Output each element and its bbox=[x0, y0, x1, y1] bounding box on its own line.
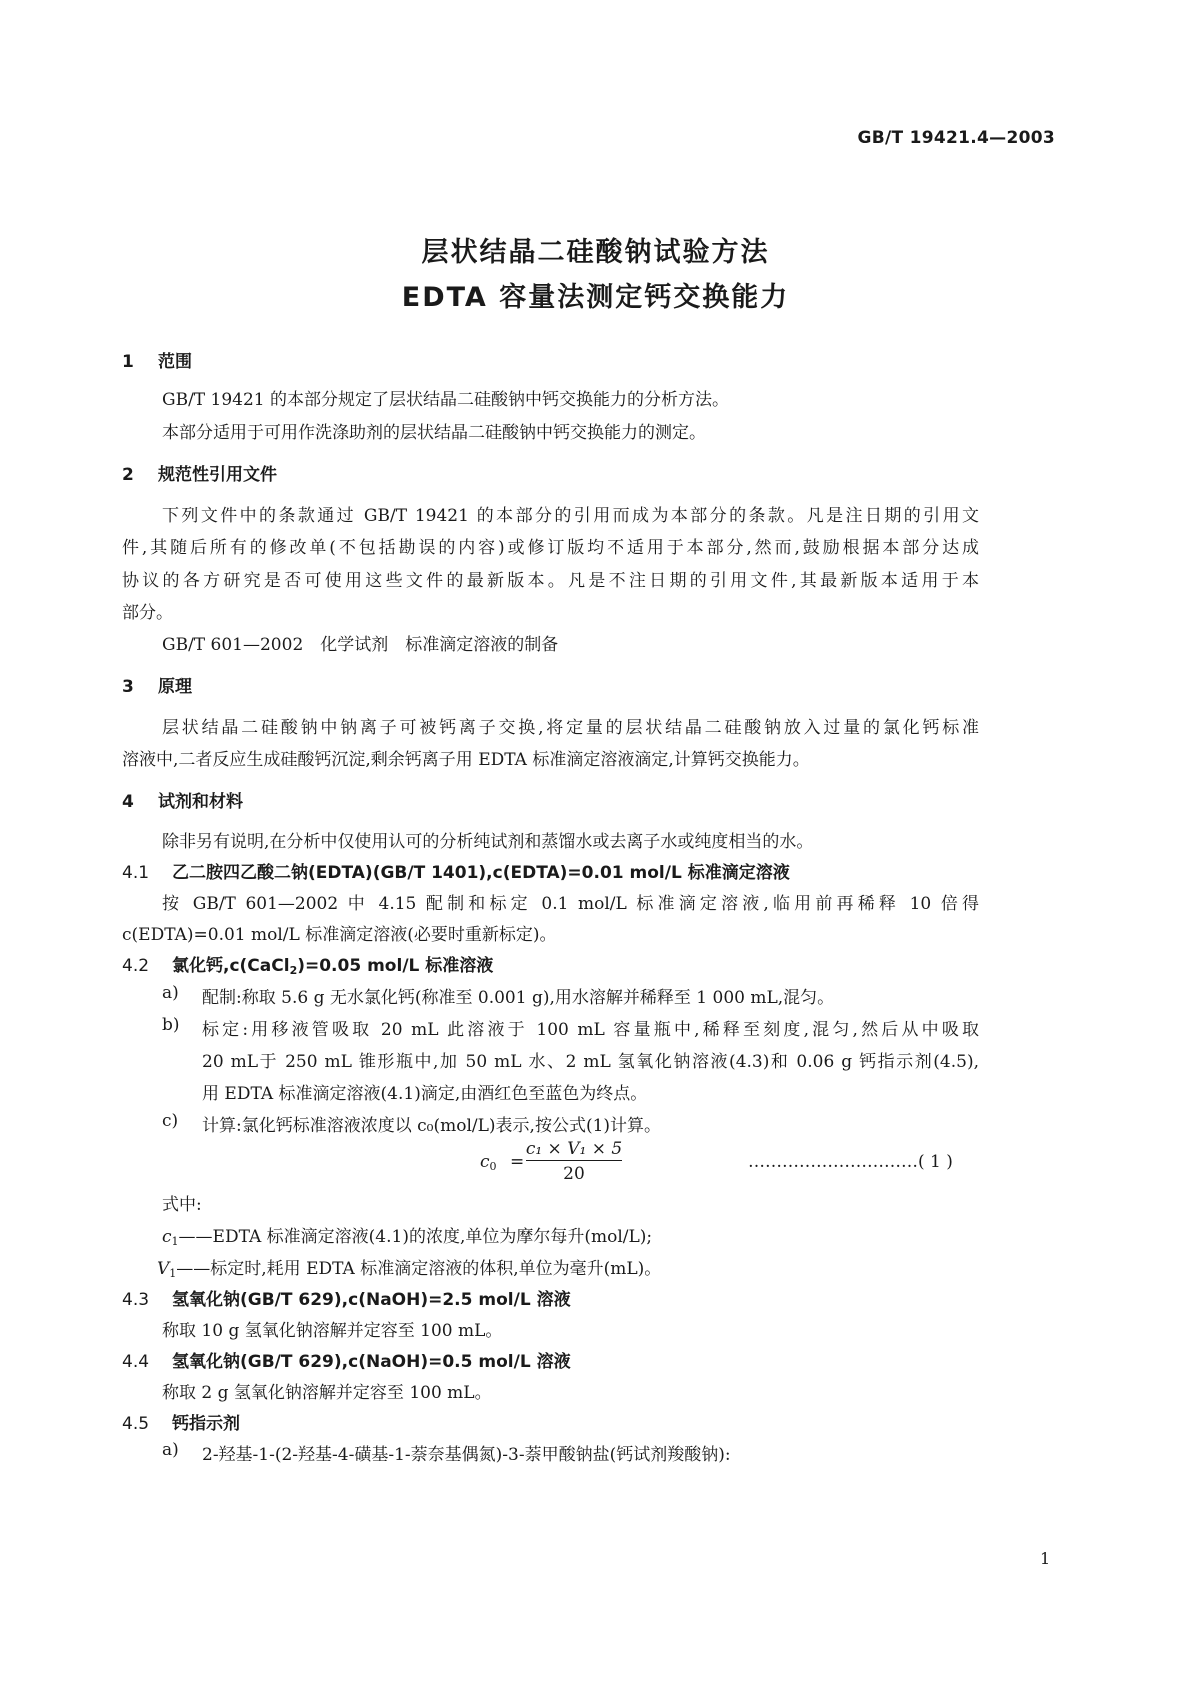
section-title: 试剂和材料 bbox=[158, 792, 243, 812]
subsection-title: 乙二胺四乙酸二钠(EDTA)(GB/T 1401),c(EDTA)=0.01 mol/L 标准滴定溶液 bbox=[172, 863, 790, 883]
subsection-number: 4.5 bbox=[122, 1414, 150, 1434]
variable-symbol: c bbox=[162, 1227, 172, 1247]
subsection-number: 4.3 bbox=[122, 1290, 150, 1310]
variable-description: ——EDTA 标准滴定溶液(4.1)的浓度,单位为摩尔每升(mol/L); bbox=[178, 1227, 653, 1247]
paragraph-line: 部分。 bbox=[122, 603, 173, 623]
subsection-4-1-heading bbox=[122, 858, 790, 883]
formula-denominator: 20 bbox=[563, 1164, 585, 1184]
formula-lhs-symbol: c bbox=[480, 1152, 490, 1172]
list-item-label: a) bbox=[162, 983, 179, 1003]
variable-subscript: 1 bbox=[171, 1235, 179, 1248]
subsection-number: 4.1 bbox=[122, 863, 150, 883]
list-item-text: 标定:用移液管吸取 20 mL 此溶液于 100 mL 容量瓶中,稀释至刻度,混匀,然后从中吸取 bbox=[202, 1020, 979, 1040]
paragraph: 称取 10 g 氢氧化钠溶解并定容至 100 mL。 bbox=[162, 1321, 503, 1341]
subsection-title-part: )=0.05 mol/L 标准溶液 bbox=[297, 956, 494, 976]
formula-equals: = bbox=[509, 1152, 525, 1172]
subsection-4-2-heading bbox=[122, 951, 493, 977]
section-title: 原理 bbox=[158, 677, 192, 697]
subsection-title-part: 氯化钙,c(CaCl bbox=[172, 956, 290, 976]
paragraph-line: 下列文件中的条款通过 GB/T 19421 的本部分的引用而成为本部分的条款。凡是注日期的引用文 bbox=[162, 506, 979, 526]
subsection-4-5-heading bbox=[122, 1409, 240, 1434]
paragraph-line: 协议的各方研究是否可使用这些文件的最新版本。凡是不注日期的引用文件,其最新版本适用于本 bbox=[122, 571, 979, 591]
variable-symbol: V bbox=[157, 1259, 170, 1279]
normative-reference: GB/T 601—2002 化学试剂 标准滴定溶液的制备 bbox=[162, 635, 559, 655]
section-2-heading bbox=[122, 460, 277, 485]
list-item-text: 20 mL于 250 mL 锥形瓶中,加 50 mL 水、2 mL 氢氧化钠溶液(4.3)和 0.06 g 钙指示剂(4.5), bbox=[202, 1052, 979, 1072]
paragraph-line: 件,其随后所有的修改单(不包括勘误的内容)或修订版均不适用于本部分,然而,鼓励根据本部分达成 bbox=[122, 538, 979, 558]
document-title-line1: 层状结晶二硅酸钠试验方法 bbox=[421, 237, 770, 268]
subsection-4-4-heading bbox=[122, 1347, 571, 1372]
list-item-text: 2-羟基-1-(2-羟基-4-磺基-1-萘奈基偶氮)-3-萘甲酸钠盐(钙试剂羧酸钠): bbox=[202, 1445, 731, 1465]
formula-numerator: c₁ × V₁ × 5 bbox=[525, 1139, 623, 1159]
page-number: 1 bbox=[1040, 1549, 1051, 1568]
variable-definition bbox=[157, 1254, 661, 1280]
section-title: 范围 bbox=[158, 352, 192, 372]
paragraph-line: c(EDTA)=0.01 mol/L 标准滴定溶液(必要时重新标定)。 bbox=[122, 925, 557, 945]
paragraph: 本部分适用于可用作洗涤助剂的层状结晶二硅酸钠中钙交换能力的测定。 bbox=[162, 423, 706, 443]
list-item-label: a) bbox=[162, 1440, 179, 1460]
list-item-text: 配制:称取 5.6 g 无水氯化钙(称准至 0.001 g),用水溶解并稀释至 1 000 mL,混匀。 bbox=[202, 988, 835, 1008]
paragraph-line: 层状结晶二硅酸钠中钠离子可被钙离子交换,将定量的层状结晶二硅酸钠放入过量的氯化钙标准 bbox=[162, 718, 979, 738]
section-3-heading bbox=[122, 672, 192, 697]
standard-number: GB/T 19421.4—2003 bbox=[857, 128, 1055, 148]
list-item-label: b) bbox=[162, 1015, 180, 1035]
subsection-title: 钙指示剂 bbox=[172, 1414, 240, 1434]
subsection-number: 4.4 bbox=[122, 1352, 150, 1372]
subsection-title: 氢氧化钠(GB/T 629),c(NaOH)=2.5 mol/L 溶液 bbox=[172, 1290, 571, 1310]
section-number: 2 bbox=[122, 465, 134, 485]
section-4-heading bbox=[122, 787, 243, 812]
section-number: 1 bbox=[122, 352, 134, 372]
paragraph-line: 溶液中,二者反应生成硅酸钙沉淀,剩余钙离子用 EDTA 标准滴定溶液滴定,计算钙交换能力。 bbox=[122, 750, 810, 770]
fraction-bar bbox=[526, 1160, 622, 1161]
paragraph: GB/T 19421 的本部分规定了层状结晶二硅酸钠中钙交换能力的分析方法。 bbox=[162, 390, 730, 410]
list-item-text: 计算:氯化钙标准溶液浓度以 c₀(mol/L)表示,按公式(1)计算。 bbox=[202, 1116, 662, 1136]
section-number: 4 bbox=[122, 792, 134, 812]
formula-number: …………………………( 1 ) bbox=[748, 1152, 953, 1172]
section-title: 规范性引用文件 bbox=[158, 465, 277, 485]
variable-definition bbox=[162, 1222, 652, 1248]
subscript: 2 bbox=[289, 964, 298, 977]
section-1-heading bbox=[122, 347, 192, 372]
list-item-label: c) bbox=[162, 1111, 179, 1131]
list-item-text: 用 EDTA 标准滴定溶液(4.1)滴定,由酒红色至蓝色为终点。 bbox=[202, 1084, 648, 1104]
formula-lhs bbox=[480, 1152, 524, 1173]
subsection-title: 氢氧化钠(GB/T 629),c(NaOH)=0.5 mol/L 溶液 bbox=[172, 1352, 571, 1372]
formula-lhs-subscript: 0 bbox=[489, 1160, 497, 1173]
paragraph-line: 按 GB/T 601—2002 中 4.15 配制和标定 0.1 mol/L 标准滴定溶液,临用前再稀释 10 倍得 bbox=[162, 894, 979, 914]
variable-description: ——标定时,耗用 EDTA 标准滴定溶液的体积,单位为毫升(mL)。 bbox=[176, 1259, 662, 1279]
paragraph: 称取 2 g 氢氧化钠溶解并定容至 100 mL。 bbox=[162, 1383, 492, 1403]
where-label: 式中: bbox=[162, 1195, 202, 1215]
document-title-line2: EDTA 容量法测定钙交换能力 bbox=[401, 282, 790, 313]
subsection-number: 4.2 bbox=[122, 956, 150, 976]
paragraph: 除非另有说明,在分析中仅使用认可的分析纯试剂和蒸馏水或去离子水或纯度相当的水。 bbox=[162, 832, 814, 852]
variable-subscript: 1 bbox=[169, 1267, 177, 1280]
section-number: 3 bbox=[122, 677, 134, 697]
subsection-4-3-heading bbox=[122, 1285, 571, 1310]
